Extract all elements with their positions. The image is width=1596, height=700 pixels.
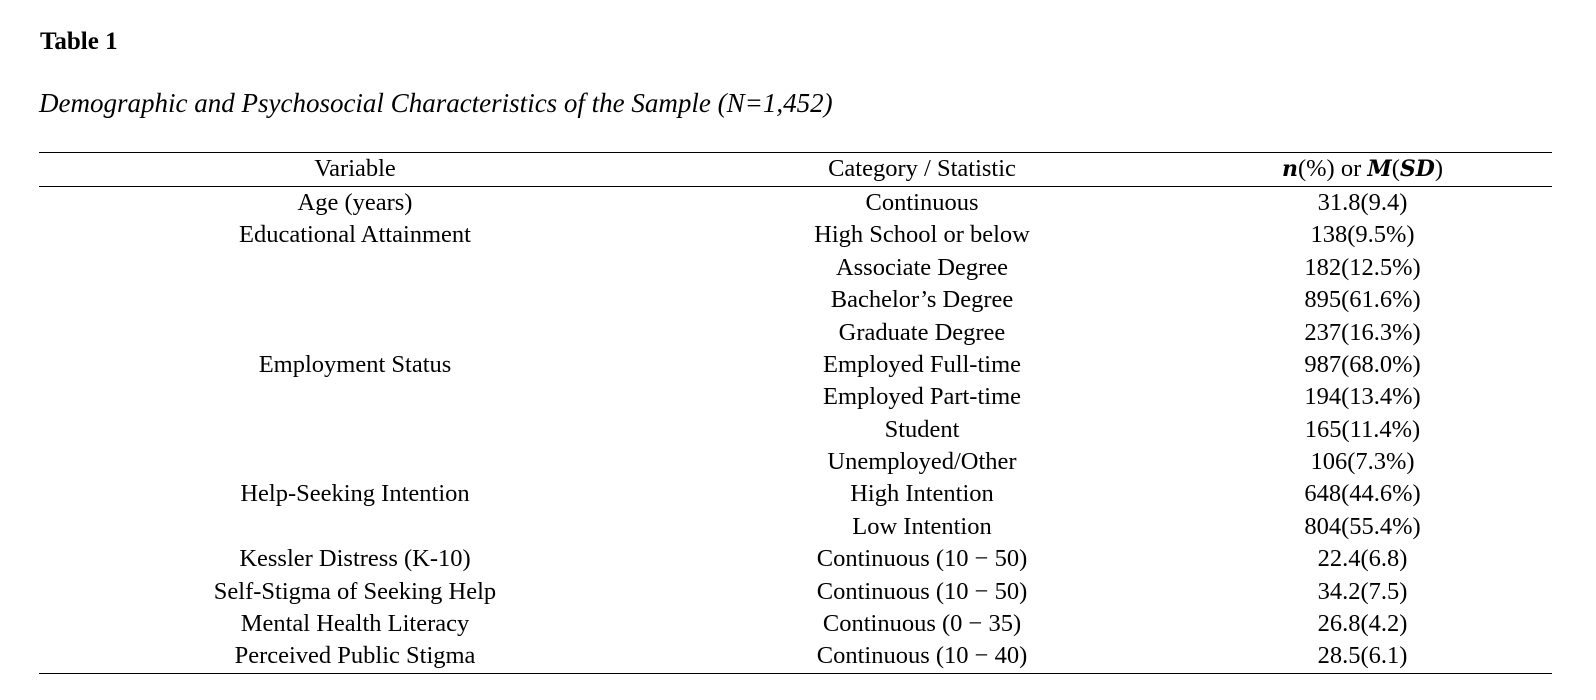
cell-variable: Educational Attainment — [238, 221, 471, 249]
cell-category: Graduate Degree — [838, 318, 1006, 346]
cell-category: High School or below — [814, 221, 1030, 249]
header-close-paren: ) — [1434, 155, 1444, 183]
table-caption: Demographic and Psychosocial Characteristics of the Sample (N=1,452) — [39, 88, 833, 118]
cell-variable: Help-Seeking Intention — [240, 480, 470, 508]
cell-category: Associate Degree — [835, 253, 1009, 281]
cell-category: Continuous (0 − 35) — [822, 610, 1022, 638]
cell-value: 648(44.6%) — [1304, 480, 1421, 508]
cell-category: Employed Full-time — [822, 350, 1022, 378]
table-row — [39, 187, 1552, 220]
table-body — [39, 187, 1552, 674]
header-n-symbol: n — [1281, 156, 1298, 183]
table-row — [39, 414, 1552, 446]
cell-variable: Self-Stigma of Seeking Help — [213, 577, 497, 605]
header-row — [39, 153, 1552, 187]
table-row — [39, 608, 1552, 640]
cell-variable — [39, 317, 671, 349]
header-mid-text: (%) or — [1297, 155, 1368, 183]
cell-variable — [39, 252, 671, 284]
cell-value: 22.4(6.8) — [1317, 545, 1408, 573]
cell-variable: Employment Status — [258, 350, 452, 378]
cell-variable: Perceived Public Stigma — [39, 640, 671, 673]
cell-value: 237(16.3%) — [1304, 318, 1421, 346]
cell-category: Unemployed/Other — [827, 448, 1017, 476]
cell-category: Low Intention — [852, 512, 992, 540]
cell-value: 34.2(7.5) — [1317, 577, 1408, 605]
cell-category: Bachelor’s Degree — [830, 286, 1014, 314]
table-row — [39, 252, 1552, 284]
table-row — [39, 640, 1552, 673]
characteristics-table — [39, 152, 1552, 674]
cell-category: Continuous (10 − 50) — [816, 577, 1028, 605]
cell-variable: Mental Health Literacy — [240, 610, 470, 638]
cell-category: Employed Part-time — [823, 383, 1021, 411]
cell-variable: Age (years) — [297, 188, 413, 216]
cell-value: 987(68.0%) — [1304, 350, 1421, 378]
cell-value: 26.8(4.2) — [1317, 610, 1408, 638]
header-m-symbol: M — [1367, 156, 1392, 183]
table-row — [39, 284, 1552, 316]
cell-variable — [39, 414, 671, 446]
cell-category: Continuous — [865, 188, 979, 216]
table-row — [39, 576, 1552, 608]
cell-value: 165(11.4%) — [1304, 415, 1421, 443]
header-sd-symbol: SD — [1399, 156, 1435, 183]
table-row — [39, 381, 1552, 413]
cell-variable — [39, 284, 671, 316]
cell-value: 182(12.5%) — [1304, 253, 1421, 281]
header-statistic — [1173, 153, 1552, 187]
table-row — [39, 543, 1552, 575]
cell-value: 31.8(9.4) — [1317, 188, 1408, 216]
table-row — [39, 349, 1552, 381]
header-variable: Variable — [39, 153, 671, 187]
cell-variable — [39, 511, 671, 543]
table-row — [39, 511, 1552, 543]
cell-variable: Kessler Distress (K-10) — [239, 545, 471, 573]
table-row — [39, 479, 1552, 511]
cell-variable — [39, 381, 671, 413]
table-label: Table 1 — [40, 28, 118, 55]
cell-category: Continuous (10 − 50) — [816, 545, 1028, 573]
cell-value: 106(7.3%) — [1310, 448, 1415, 476]
cell-value: 138(9.5%) — [1310, 221, 1415, 249]
cell-value: 895(61.6%) — [1304, 286, 1421, 314]
cell-category: Student — [884, 415, 960, 443]
cell-value: 804(55.4%) — [1304, 512, 1421, 540]
table-row — [39, 446, 1552, 478]
table-row — [39, 219, 1552, 251]
cell-value: 194(13.4%) — [1304, 383, 1421, 411]
header-category: Category / Statistic — [671, 153, 1173, 187]
cell-value: 28.5(6.1) — [1173, 640, 1552, 673]
table-row — [39, 317, 1552, 349]
cell-variable — [39, 446, 671, 478]
cell-category: Continuous (10 − 40) — [671, 640, 1173, 673]
cell-category: High Intention — [850, 480, 994, 508]
header-open-paren: ( — [1391, 155, 1400, 183]
